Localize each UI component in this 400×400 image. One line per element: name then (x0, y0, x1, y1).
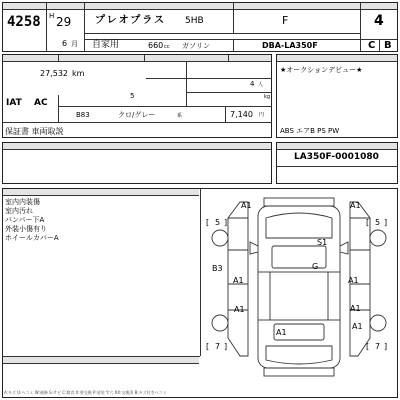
damage-legend: A:キズ U:ヘコミ W:補修 S:サビ C:腐食 X:要交換 P:塗装 Y:穴 XX:交換済 B:キズ付きヘコミ (4, 390, 167, 395)
aircon: AC (34, 98, 48, 108)
spec-caption-bar (3, 55, 271, 62)
era-label: H (49, 12, 55, 20)
damage-hood: G (312, 262, 319, 271)
displacement-unit: cc (164, 44, 170, 50)
mileage-value: 27,532 (40, 69, 68, 78)
header-caption-bar (3, 3, 397, 10)
inspection-note: バンパー下A (5, 216, 45, 224)
selling-point: ★オークションデビュー★ (280, 66, 363, 74)
price-unit: 円 (259, 112, 265, 118)
damage-rear-right: A1 (350, 304, 361, 313)
wheel-rear-left: 7 (215, 342, 221, 351)
exterior-score: B (384, 40, 392, 51)
grade: F (282, 14, 289, 27)
load-unit: kg (264, 94, 271, 100)
color-suffix: 系 (177, 113, 183, 119)
usage-type: 自家用 (92, 40, 120, 50)
wheel-front-left: 5 (215, 218, 221, 227)
model-name: プレオプラス (95, 15, 166, 26)
damage-right-rear-door: A1 (352, 322, 363, 331)
seats-count: 4 (250, 80, 255, 88)
chassis-number: LA350F-0001080 (294, 152, 379, 162)
inspection-note: 室内汚れ (5, 207, 33, 215)
inspection-note: 外装小傷有り (5, 225, 47, 233)
auction-score: 4 (374, 13, 384, 29)
damage-tail: A1 (276, 328, 287, 337)
lot-number: 4258 (7, 14, 41, 30)
inspection-notes-list (5, 198, 195, 243)
spec-section (2, 54, 272, 138)
doors-count: 5 (130, 92, 135, 100)
damage-left-front-door: A1 (233, 276, 244, 285)
damage-rear-left: A1 (234, 305, 245, 314)
color-code: B83 (76, 111, 90, 119)
inspection-note: 室内内装傷 (5, 198, 40, 206)
damage-roof: S1 (317, 238, 328, 247)
wheel-front-right: 5 (375, 218, 381, 227)
damage-left-rear-door: B3 (212, 264, 223, 273)
transmission: IAT (6, 98, 22, 108)
fuel-type: ガソリン (182, 42, 210, 50)
seats-unit: 人 (258, 82, 264, 88)
wheel-rear-right: 7 (375, 342, 381, 351)
auction-sheet: 4258 H 29 6 月 プレオプラス 5HB F 4 自家用 660 cc ガソリン DBA-LA350F C B 27,532 km 5 4 人 kg IAT AC B83 クロ/グレー 系 7,140 円 保証書 車両取説 ★オークションデビュー★ ABS エアB PS PW LA350F-0001080 室内内装傷 室内汚れ バンパー下A 外装小傷有り ホイールカバーA A1 A1 S1 G B3 A1 A1 A1 A1 A1 A1 [ 5 ] [ 5 ] [ 7 ] [ 7 ] A:キズ U:ヘコミ W:補修 S:サビ C:腐食 X:要交換 P:塗装 Y:穴 XX:交換済 B:キズ付きヘコミ (0, 0, 400, 400)
price: 7,140 (230, 110, 253, 119)
interior-score: C (368, 40, 376, 51)
month-unit: 月 (71, 40, 78, 48)
equipment-list: ABS エアB PS PW (280, 127, 340, 135)
damage-front-left: A1 (241, 201, 252, 210)
month-value: 6 (62, 39, 68, 48)
model-code: DBA-LA350F (262, 41, 318, 50)
inspection-note: ホイールカバーA (5, 234, 59, 242)
mileage-unit: km (72, 69, 85, 78)
displacement: 660 (148, 41, 164, 50)
year-value: 29 (56, 15, 72, 29)
color-name: クロ/グレー (118, 111, 156, 119)
damage-front-right: A1 (350, 201, 361, 210)
body-type: 5HB (185, 16, 204, 26)
damage-right-front-door: A1 (348, 276, 359, 285)
warranty-docs: 保証書 車両取説 (5, 127, 64, 136)
